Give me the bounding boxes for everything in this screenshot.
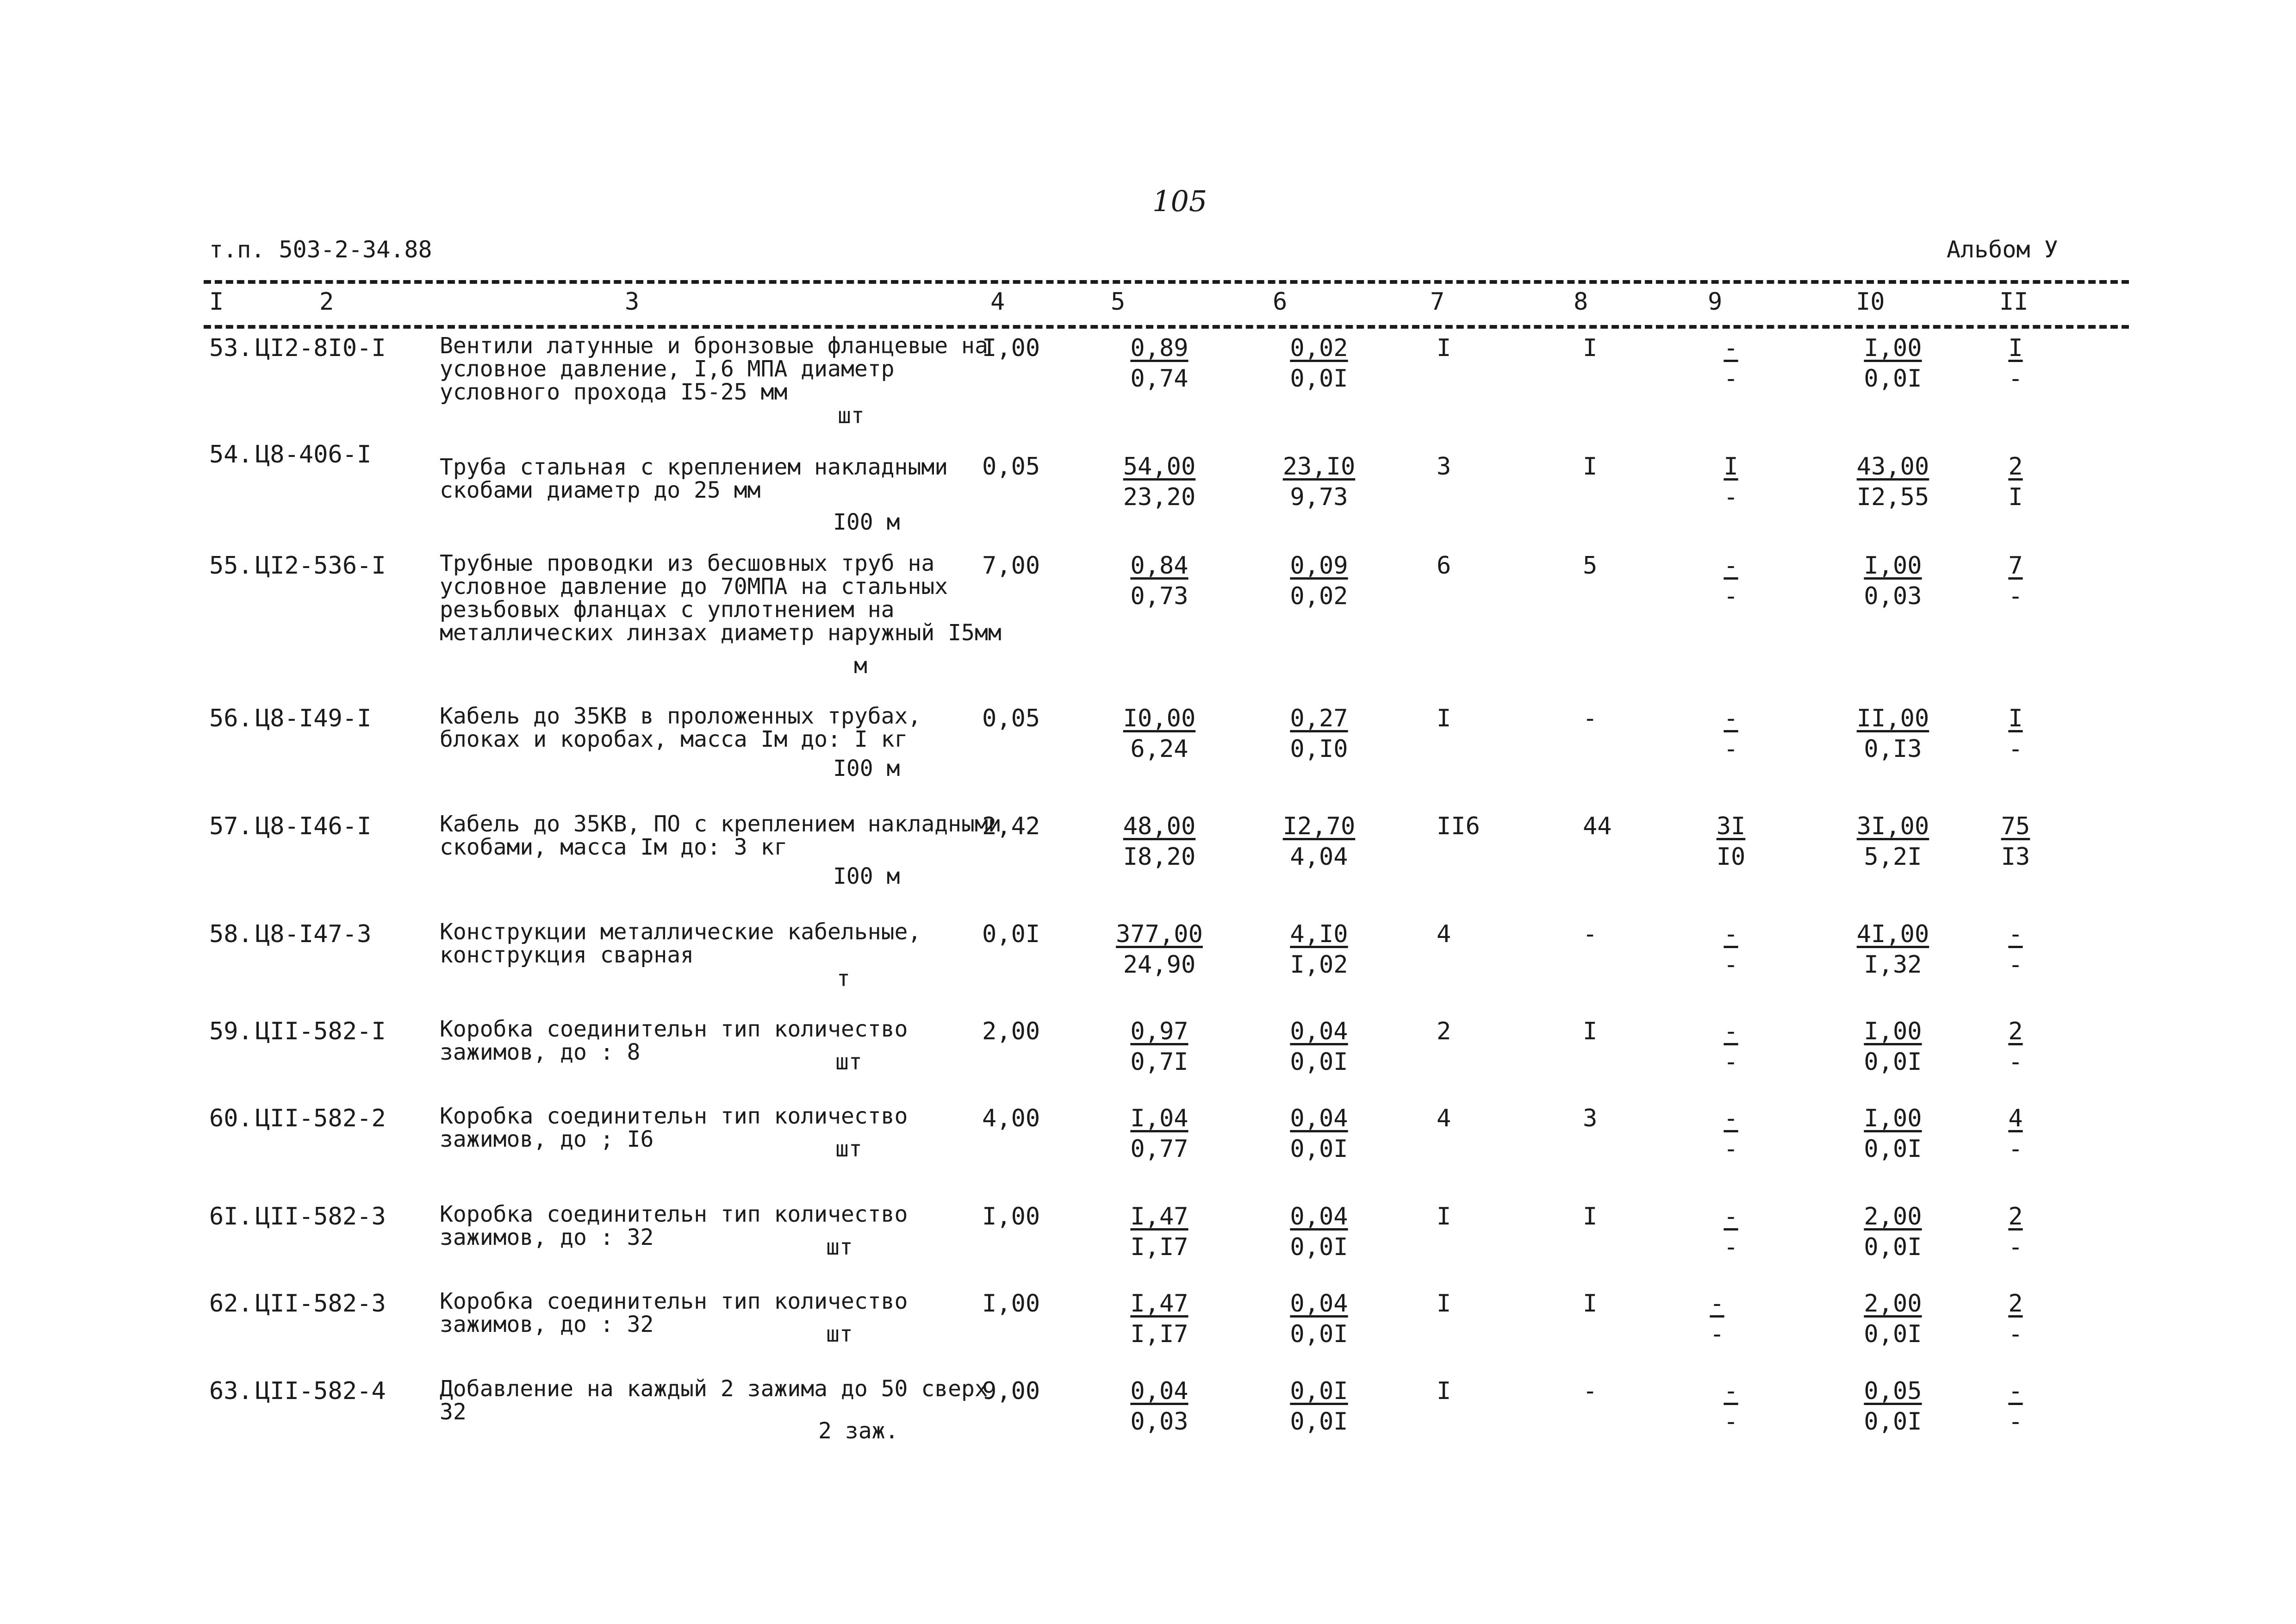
col10-top: I,00 (1864, 334, 1922, 362)
col8-value: I (1583, 1290, 1598, 1318)
col6-bottom: 0,02 (1290, 582, 1348, 610)
col6-bottom: I,02 (1290, 951, 1348, 979)
col5-bottom: 6,24 (1130, 735, 1188, 763)
col10-values (1847, 1105, 1939, 1163)
col4-value: 2,42 (982, 812, 1040, 840)
col9-bottom: - (1710, 1320, 1724, 1348)
col8-value: 3 (1583, 1105, 1598, 1132)
col6-top: 0,02 (1290, 334, 1348, 362)
col8-value: 44 (1583, 812, 1612, 840)
col10-top: 2,00 (1864, 1290, 1922, 1318)
rate-code: ЦII-582-3 (255, 1203, 386, 1230)
row-description: Добавление на каждый 2 зажима до 50 сверх 32 (440, 1376, 988, 1425)
col11-top: - (2008, 1377, 2023, 1405)
row-description: Кабель до 35КВ в проложенных трубах, блоках и коробах, масса Iм до: I кг (440, 703, 921, 752)
col11-bottom: - (2008, 951, 2023, 979)
rate-code: ЦI2-536-I (255, 552, 386, 580)
col5-top: 0,04 (1130, 1377, 1188, 1405)
col11-values (1990, 1290, 2041, 1348)
col7-value: II6 (1437, 812, 1480, 840)
col9-top: - (1724, 552, 1738, 580)
col9-top: - (1724, 1377, 1738, 1405)
col11-values (1990, 812, 2041, 871)
col9-top: - (1724, 334, 1738, 362)
column-header-5: 5 (1111, 288, 1126, 316)
col9-top: I (1724, 453, 1738, 481)
row-unit: м (854, 653, 867, 679)
column-header-2: 2 (319, 288, 334, 316)
col11-top: 2 (2008, 1290, 2023, 1318)
row-number: 55. (209, 552, 253, 580)
col7-value: I (1437, 1203, 1451, 1230)
row-number: 62. (209, 1290, 253, 1318)
col10-top: I,00 (1864, 1018, 1922, 1045)
col10-values (1847, 334, 1939, 393)
table-row (0, 811, 2296, 889)
col11-values (1990, 705, 2041, 763)
table-top-rule (204, 280, 2129, 284)
col9-values (1703, 705, 1759, 763)
col11-values (1990, 1018, 2041, 1076)
col9-bottom: - (1724, 1408, 1738, 1436)
rate-code: Ц8-I46-I (255, 812, 372, 840)
col6-values (1268, 1290, 1370, 1348)
table-row (0, 441, 2296, 535)
row-number: 54. (209, 441, 253, 468)
row-unit: шт (826, 1234, 853, 1260)
col10-values (1847, 920, 1939, 979)
col10-values (1847, 1377, 1939, 1436)
col10-bottom: 0,0I (1864, 1135, 1922, 1163)
col6-values (1268, 1105, 1370, 1163)
col10-values (1847, 705, 1939, 763)
col9-bottom: - (1724, 1233, 1738, 1261)
col5-bottom: 0,73 (1130, 582, 1188, 610)
col5-top: I,04 (1130, 1105, 1188, 1132)
col10-top: 2,00 (1864, 1203, 1922, 1230)
rate-code: ЦI2-8I0-I (255, 334, 386, 362)
col5-values (1106, 920, 1213, 979)
col9-top: - (1724, 1203, 1738, 1230)
row-description: Коробка соединительн тип количество зажимов, до : 8 (440, 1016, 908, 1065)
col10-values (1847, 552, 1939, 610)
col10-values (1847, 812, 1939, 871)
col8-value: - (1583, 1377, 1598, 1405)
col9-values (1703, 920, 1759, 979)
col6-top: 0,0I (1290, 1377, 1348, 1405)
col11-top: 2 (2008, 453, 2023, 481)
rate-code: ЦII-582-3 (255, 1290, 386, 1318)
col7-value: 3 (1437, 453, 1451, 481)
col10-bottom: 0,0I (1864, 1320, 1922, 1348)
col8-value: - (1583, 705, 1598, 732)
row-number: 60. (209, 1105, 253, 1132)
col4-value: 9,00 (982, 1377, 1040, 1405)
col8-value: I (1583, 334, 1598, 362)
col11-top: 7 (2008, 552, 2023, 580)
table-row (0, 1376, 2296, 1444)
col6-values (1268, 705, 1370, 763)
col11-bottom: - (2008, 365, 2023, 393)
row-description: Коробка соединительн тип количество зажимов, до ; I6 (440, 1103, 908, 1152)
table-row (0, 1288, 2296, 1348)
rate-code: ЦII-582-4 (255, 1377, 386, 1405)
column-header-10: I0 (1856, 288, 1885, 316)
col10-bottom: 0,0I (1864, 1408, 1922, 1436)
col4-value: 0,05 (982, 705, 1040, 732)
row-description: Вентили латунные и бронзовые фланцевые на условное давление, I,6 МПА диаметр условного прохода I5-25 мм (440, 333, 988, 405)
col6-bottom: 0,0I (1290, 1233, 1348, 1261)
col6-values (1268, 1018, 1370, 1076)
column-header-1: I (209, 288, 224, 316)
rate-code: Ц8-406-I (255, 441, 372, 468)
col11-bottom: - (2008, 1408, 2023, 1436)
col5-bottom: I,I7 (1130, 1320, 1188, 1348)
column-header-4: 4 (990, 288, 1005, 316)
col10-bottom: 0,0I (1864, 1048, 1922, 1076)
col5-bottom: 0,7I (1130, 1048, 1188, 1076)
col5-bottom: 0,03 (1130, 1408, 1188, 1436)
col10-values (1847, 1018, 1939, 1076)
col11-values (1990, 552, 2041, 610)
col11-bottom: - (2008, 1233, 2023, 1261)
col8-value: 5 (1583, 552, 1598, 580)
col5-values (1106, 1018, 1213, 1076)
col10-bottom: I,32 (1864, 951, 1922, 979)
page-number: 105 (1152, 184, 1207, 218)
col6-bottom: 0,0I (1290, 1135, 1348, 1163)
col9-top: - (1710, 1290, 1724, 1318)
column-header-9: 9 (1708, 288, 1723, 316)
col11-top: 4 (2008, 1105, 2023, 1132)
col8-value: I (1583, 453, 1598, 481)
col11-top: I (2008, 705, 2023, 732)
col6-top: 0,27 (1290, 705, 1348, 732)
col4-value: 0,05 (982, 453, 1040, 481)
column-header-11: II (1999, 288, 2028, 316)
col6-bottom: 4,04 (1290, 843, 1348, 871)
col9-top: - (1724, 705, 1738, 732)
col6-top: 0,04 (1290, 1290, 1348, 1318)
col6-bottom: 0,0I (1290, 365, 1348, 393)
col9-bottom: I0 (1716, 843, 1746, 871)
col10-bottom: 0,I3 (1864, 735, 1922, 763)
col5-bottom: 0,77 (1130, 1135, 1188, 1163)
col5-values (1106, 1203, 1213, 1261)
row-number: 53. (209, 334, 253, 362)
col6-values (1268, 453, 1370, 511)
col10-values (1847, 453, 1939, 511)
table-row (0, 1103, 2296, 1163)
col5-values (1106, 552, 1213, 610)
column-header-6: 6 (1273, 288, 1288, 316)
col11-bottom: - (2008, 735, 2023, 763)
col6-bottom: 0,0I (1290, 1048, 1348, 1076)
col6-top: 23,I0 (1282, 453, 1356, 481)
col5-values (1106, 1105, 1213, 1163)
rate-code: Ц8-I49-I (255, 705, 372, 732)
col5-values (1106, 705, 1213, 763)
col5-bottom: I,I7 (1130, 1233, 1188, 1261)
col7-value: 2 (1437, 1018, 1451, 1045)
col6-values (1268, 334, 1370, 393)
col11-bottom: - (2008, 1048, 2023, 1076)
col11-values (1990, 334, 2041, 393)
col9-values (1703, 1105, 1759, 1163)
col8-value: - (1583, 920, 1598, 948)
col4-value: I,00 (982, 1203, 1040, 1230)
col9-top: - (1724, 920, 1738, 948)
col11-top: 2 (2008, 1018, 2023, 1045)
col9-bottom: - (1724, 365, 1738, 393)
col6-bottom: 0,0I (1290, 1408, 1348, 1436)
col10-bottom: 0,0I (1864, 1233, 1922, 1261)
col9-values (1703, 453, 1759, 511)
col5-top: 0,97 (1130, 1018, 1188, 1045)
col5-top: 54,00 (1123, 453, 1196, 481)
col4-value: I,00 (982, 1290, 1040, 1318)
col9-values (1703, 334, 1759, 393)
row-number: 6I. (209, 1203, 253, 1230)
row-description: Конструкции металлические кабельные, конструкция сварная (440, 919, 921, 968)
col11-bottom: - (2008, 582, 2023, 610)
col11-values (1990, 1203, 2041, 1261)
col4-value: 2,00 (982, 1018, 1040, 1045)
col5-bottom: 23,20 (1123, 483, 1196, 511)
col4-value: 4,00 (982, 1105, 1040, 1132)
col7-value: I (1437, 1290, 1451, 1318)
col11-bottom: - (2008, 1320, 2023, 1348)
col6-top: 4,I0 (1290, 920, 1348, 948)
col9-values (1689, 1290, 1745, 1348)
col10-top: II,00 (1856, 705, 1929, 732)
row-number: 56. (209, 705, 253, 732)
col6-values (1268, 552, 1370, 610)
col6-top: 0,09 (1290, 552, 1348, 580)
col5-top: 48,00 (1123, 812, 1196, 840)
col5-bottom: 0,74 (1130, 365, 1188, 393)
col7-value: 6 (1437, 552, 1451, 580)
col11-values (1990, 1377, 2041, 1436)
row-description: Коробка соединительн тип количество зажимов, до : 32 (440, 1201, 908, 1250)
col9-top: - (1724, 1018, 1738, 1045)
col10-bottom: I2,55 (1856, 483, 1929, 511)
col6-values (1268, 920, 1370, 979)
col11-top: 75 (2001, 812, 2030, 840)
col11-top: - (2008, 920, 2023, 948)
col10-bottom: 0,03 (1864, 582, 1922, 610)
col10-top: 43,00 (1856, 453, 1929, 481)
col10-top: 4I,00 (1856, 920, 1929, 948)
col5-top: I0,00 (1123, 705, 1196, 732)
row-description: Трубные проводки из бесшовных труб на условное давление до 70МПА на стальных резьбовых фланцах с уплотнением на металлических линзах диаметр наружный I5мм (440, 550, 1002, 646)
table-row (0, 1201, 2296, 1261)
col6-top: 0,04 (1290, 1203, 1348, 1230)
col8-value: I (1583, 1203, 1598, 1230)
col5-top: I,47 (1130, 1290, 1188, 1318)
col10-top: I,00 (1864, 552, 1922, 580)
col6-top: 0,04 (1290, 1105, 1348, 1132)
col11-values (1990, 920, 2041, 979)
col5-bottom: 24,90 (1123, 951, 1196, 979)
col6-bottom: 9,73 (1290, 483, 1348, 511)
row-unit: шт (835, 1049, 862, 1075)
col9-values (1703, 1203, 1759, 1261)
table-row (0, 703, 2296, 781)
col6-bottom: 0,0I (1290, 1320, 1348, 1348)
rate-code: ЦII-582-I (255, 1018, 386, 1045)
col10-values (1847, 1290, 1939, 1348)
col9-values (1703, 552, 1759, 610)
row-description: Труба стальная с креплением накладными скобами диаметр до 25 мм (440, 454, 948, 503)
col5-bottom: I8,20 (1123, 843, 1196, 871)
row-unit: шт (838, 403, 865, 429)
row-description: Кабель до 35КВ, ПО с креплением накладными скобами, масса Iм до: 3 кг (440, 811, 1002, 860)
table-row (0, 550, 2296, 679)
row-number: 58. (209, 920, 253, 948)
col9-bottom: - (1724, 1135, 1738, 1163)
col5-values (1106, 453, 1213, 511)
col9-bottom: - (1724, 483, 1738, 511)
col9-top: 3I (1716, 812, 1746, 840)
col11-top: I (2008, 334, 2023, 362)
col6-values (1268, 812, 1370, 871)
rate-code: ЦII-582-2 (255, 1105, 386, 1132)
col11-bottom: - (2008, 1135, 2023, 1163)
col10-bottom: 5,2I (1864, 843, 1922, 871)
col4-value: 7,00 (982, 552, 1040, 580)
col10-top: 3I,00 (1856, 812, 1929, 840)
row-unit: I00 м (833, 863, 900, 889)
col9-bottom: - (1724, 951, 1738, 979)
col5-values (1106, 1377, 1213, 1436)
row-number: 57. (209, 812, 253, 840)
col5-top: 377,00 (1116, 920, 1203, 948)
row-unit: 2 заж. (818, 1418, 899, 1444)
col11-values (1990, 453, 2041, 511)
col5-top: 0,89 (1130, 334, 1188, 362)
col11-bottom: I (2008, 483, 2023, 511)
row-number: 63. (209, 1377, 253, 1405)
col6-top: 0,04 (1290, 1018, 1348, 1045)
row-unit: I00 м (833, 509, 900, 535)
table-row (0, 919, 2296, 992)
col7-value: 4 (1437, 920, 1451, 948)
column-header-8: 8 (1574, 288, 1588, 316)
col7-value: I (1437, 705, 1451, 732)
col8-value: I (1583, 1018, 1598, 1045)
row-unit: т (837, 966, 850, 992)
row-description: Коробка соединительн тип количество зажимов, до : 32 (440, 1288, 908, 1337)
col10-top: 0,05 (1864, 1377, 1922, 1405)
col9-top: - (1724, 1105, 1738, 1132)
col11-values (1990, 1105, 2041, 1163)
col9-bottom: - (1724, 582, 1738, 610)
col10-bottom: 0,0I (1864, 365, 1922, 393)
col9-values (1703, 812, 1759, 871)
col6-values (1268, 1203, 1370, 1261)
col9-values (1703, 1018, 1759, 1076)
table-row (0, 1016, 2296, 1076)
col6-values (1268, 1377, 1370, 1436)
table-header-rule (204, 325, 2129, 329)
col6-bottom: 0,I0 (1290, 735, 1348, 763)
col5-values (1106, 812, 1213, 871)
col7-value: I (1437, 334, 1451, 362)
col9-values (1703, 1377, 1759, 1436)
col11-bottom: I3 (2001, 843, 2030, 871)
row-unit: шт (826, 1321, 853, 1347)
col6-top: I2,70 (1282, 812, 1356, 840)
row-unit: I00 м (833, 756, 900, 781)
album-label: Альбом У (1947, 236, 2058, 263)
column-header-3: 3 (625, 288, 640, 316)
row-number: 59. (209, 1018, 253, 1045)
col5-values (1106, 1290, 1213, 1348)
col7-value: 4 (1437, 1105, 1451, 1132)
col11-top: 2 (2008, 1203, 2023, 1230)
col4-value: I,00 (982, 334, 1040, 362)
col10-top: I,00 (1864, 1105, 1922, 1132)
col9-bottom: - (1724, 735, 1738, 763)
col7-value: I (1437, 1377, 1451, 1405)
document-code: т.п. 503-2-34.88 (209, 236, 432, 263)
row-unit: шт (835, 1136, 862, 1162)
col5-values (1106, 334, 1213, 393)
col4-value: 0,0I (982, 920, 1040, 948)
col5-top: 0,84 (1130, 552, 1188, 580)
table-row (0, 333, 2296, 429)
column-header-7: 7 (1430, 288, 1445, 316)
col10-values (1847, 1203, 1939, 1261)
col9-bottom: - (1724, 1048, 1738, 1076)
col5-top: I,47 (1130, 1203, 1188, 1230)
rate-code: Ц8-I47-3 (255, 920, 372, 948)
